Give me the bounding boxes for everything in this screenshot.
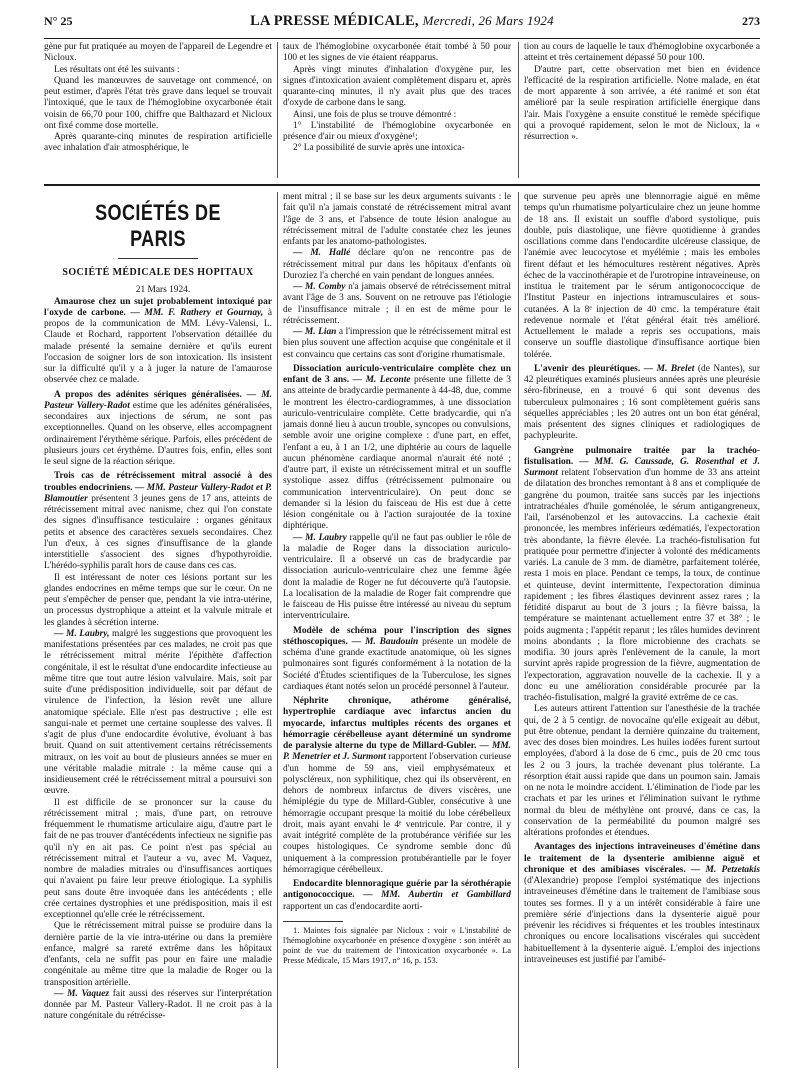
footnote: 1. Maintes fois signalée par Nicloux : voir « L'instabilité de l'hémoglobine oxycarbonée en présence d'oxygène : son intérêt au point de vue du traitement de l'intoxication oxycarbonée ». La Presse Médicale, 15 Mars 1917, n° 16, p. 153. (283, 925, 511, 965)
section-rule (44, 184, 760, 186)
paragraph: Après vingt minutes d'inhalation d'oxygène pur, les signes d'intoxication avaient complètement disparu et, après quarante-cinq minutes, il n'y avait plus que des traces d'oxyde de carbone dans le sang. (283, 64, 511, 109)
top-column-1 (44, 42, 272, 178)
page-header (44, 8, 760, 34)
communication-authors: — M. Brelet (640, 363, 695, 374)
communication-text: propose l'emploi systématique des injections intraveineuses d'émétine dans le traitement de l'amibiase sous toutes ses formes. Il y a un intérêt considérable à faire une première série d'injections dans la dysenterie aiguë pour prévenir les récidives si fréquentes et les troubles intestinaux chroniques ou encore localisations viscérales qui succèdent habituellement à la dysenterie aiguë. L'emploi des injections intraveineuses est justifié par l'amibé- (524, 876, 760, 965)
discussion-text: déclare qu'on ne rencontre pas de rétrécissement mitral pur dans les hôpitaux d'enfants où Duroziez l'a cherché en vain pendant de longues années. (283, 248, 511, 281)
discussant: — M. Hallé (293, 248, 351, 259)
top-column-2 (283, 42, 511, 178)
header-rule (44, 38, 760, 39)
communication-authors: — MM. F. Rathery et Gournay, (125, 307, 264, 318)
communication-paragraph (44, 390, 272, 469)
discussion-paragraph (44, 989, 272, 1023)
communication-title: Dissociation auriculo-ventriculaire complète chez un enfant de 3 ans. (283, 363, 511, 385)
communication-paragraph (524, 364, 760, 443)
discussant: — M. Vaquez (54, 988, 110, 999)
communication-text: présentent 3 jeunes gens de 17 ans, atteints de rétrécissement mitral avec nanisme, chez qui l'on constate des signes d'insuffisance testiculaire : organes génitaux petits et absence des caractères sexuels secondaires. Chez l'un d'eux, à ces signes d'insuffisance de la glande interstitielle s'associent des signes d'hypothyroïdie. L'hérédo-syphilis paraît hors de cause dans ces cas. (44, 493, 272, 572)
main-column-2 (283, 192, 511, 1068)
paragraph: Les résultats ont été les suivants : (54, 64, 180, 75)
discussion-paragraph (283, 327, 511, 361)
paragraph: Que le rétrécissement mitral puisse se produire dans la dernière partie de la vie intra-utérine ou dans la première enfance, malgré sa rareté extrême dans les hôpitaux d'enfants, cela ne suffit pas pour en faire une maladie congénitale au même titre que la maladie de Roger ou la transposition artérielle. (44, 921, 272, 988)
communication-title: L'avenir des pleurétiques. (534, 363, 641, 374)
communication-paragraph (524, 446, 760, 705)
communication-authors: — M. Leconte (349, 375, 411, 385)
discussion-paragraph (283, 248, 511, 282)
communication-title: Modèle de schéma pour l'inscription des signes stéthoscopiques. (283, 625, 511, 647)
paragraph: D'autre part, cette observation met bien en évidence l'efficacité de la respiration artificielle. Notre malade, en état de mort apparente à son arrivée, a été ranimé et son état amélioré par la seule respiration artificielle énergique dans l'air. Mais l'oxygène a ensuite constitué le remède spécifique qui a provoqué rapidement, selon le mot de Nicloux, la « résurrection ». (524, 64, 760, 142)
paragraph: ment mitral ; il se base sur les deux arguments suivants : le fait qu'il n'a jamais constaté de rétrécissement mitral avant l'âge de 3 ans, et l'absence de toute lésion analogue au rétrécissement mitral de l'adulte constatée chez les jeunes enfants par les anatomo-pathologistes. (283, 192, 511, 247)
communication-text: présente un modèle de schéma d'une grande exactitude anatomique, où les signes pulmonaires sont figurés conformément à la notation de la Société d'Études scientifiques de la Tuberculose, les signes cardiaques étant notés selon un procédé personnel à l'auteur. (283, 636, 511, 692)
issue-number: N° 25 (44, 14, 73, 28)
paragraph: Quand les manœuvres de sauvetage ont commencé, on peut estimer, d'après l'état très grave dans lequel se trouvait l'intoxiqué, que le taux de l'hémoglobine oxycarbonée était voisin de 66,70 pour 100, chiffre que Balthazard et Nicloux ont fixé comme dose mortelle. (44, 75, 272, 131)
communication-title: A propos des adénites sériques généralisées. (54, 389, 242, 400)
footnote-rule (283, 921, 343, 922)
discussion-text: n'a jamais observé de rétrécissement mitral avant l'âge de 3 ans. Souvent on ne retrouve pas l'étiologie de l'insuffisance mitrale ; il en est de même pour le rétrécissement. (283, 282, 511, 326)
paragraph: 1° L'instabilité de l'hémoglobine oxycarbonée en présence d'air ou mieux d'oxygène¹; (283, 120, 511, 142)
paragraph: tion au cours de laquelle le taux d'hémoglobine oxycarbonée a atteint et très certainement dépassé 50 pour 100. (524, 42, 760, 64)
paragraph: Après quarante-cinq minutes de respiration artificielle avec inhalation d'air atmosphérique, le (44, 132, 272, 154)
paragraph: gène pur fut pratiquée au moyen de l'appareil de Legendre et Nicloux. (44, 42, 272, 64)
journal-title (44, 13, 760, 30)
communication-paragraph (283, 626, 511, 694)
discussion-paragraph (44, 629, 272, 798)
paragraph: Il est intéressant de noter ces lésions portant sur les glandes endocrines en même temps que sur le cœur. On ne peut s'empêcher de penser que, pendant la vie intra-utérine, un processus dystrophique a atteint et la valvule mitrale et les glandes à sécrétion interne. (44, 572, 272, 628)
communication-paragraph (524, 842, 760, 966)
communication-paragraph (283, 364, 511, 533)
communication-place: (de Nantes), (694, 363, 745, 374)
communication-authors: — MM. Pasteur Vallery-Radot et P. Blamoutier (44, 482, 272, 504)
discussion-text: rappelle qu'il ne faut pas oublier le rôle de la maladie de Roger dans la dissociation auriculo-ventriculaire. Il a observé un cas de bradycardie par dissociation auriculo-ventriculaire chez une femme âgée dont la maladie de Roger ne fut découverte qu'à l'autopsie. La localisation de la maladie de Roger fait comprendre que le faisceau de His puisse être intéressé au niveau du septum interventriculaire. (283, 532, 511, 622)
communication-text: présente une fillette de 3 ans atteinte de bradycardie permanente à 44-48, due, comme le montrent les électro-cardiogrammes, à une dissociation auriculo-ventriculaire complète. Cette bradycardie, qui n'a jamais donné lieu à aucun trouble, syncopes ou convulsions, semble avoir une origine complexe : d'une part, en effet, l'enfant a eu, à 1 an 1/2, une diphtérie au cours de laquelle aucun phénomène cardiaque anormal n'aurait été noté ; d'autre part, il existe un rétrécissement mitral et un souffle systolique assez diffus (rétrécissement pulmonaire ou communication interventriculaire). On peut donc se demander si la lésion du faisceau de His est due à cette lésion congénitale ou à l'action surajoutée de la toxine diphtérique. (283, 375, 511, 532)
journal-name: LA PRESSE MÉDICALE, (250, 13, 419, 29)
communication-text: relatent l'observation d'un homme de 33 ans atteint de dilatation des bronches remontant à 8 ans et compliquée de gangrène du poumon, traitée sans succès par les injections intratrachéales d'huile goménolée, le sérum antigangreneux, l'ail, l'arsénobenzol et les autovaccins. La cachexie était prononcée, les membres inférieurs œdématiés, l'expectoration très abondante, la fièvre élevée. La trachéo-fistulisation fut pratiquée pour permettre d'injecter à volonté des médicaments variés. La canule de 3 mm. de diamètre, parfaitement tolérée, resta 1 mois en place. Pendant ce temps, la toux, de continue et quinteuse, devint intermittente, l'expectoration diminua rapidement ; les fibres élastiques devinrent assez rares ; la fétidité disparut au bout de 3 jours ; la fièvre baissa, la température se maintenant actuellement entre 37 et 38° ; le poids augmenta ; l'appétit reparut ; les râles humides devinrent moins abondants ; la flore microbienne des crachats se modifia. 30 jours après l'enlèvement de la canule, la mort survint après rapide progression de la fièvre, augmentation de l'expectoration, aggravation nouvelle de la cachexie. Il y a donc eu une amélioration considérable procurée par la trachéo-fistulisation, malgré la gravité extrême de ce cas. (524, 468, 760, 703)
communication-title: Trois cas de rétrécissement mitral associé à des troubles endocriniens. (44, 471, 272, 493)
discussant: — M. Laubry, (54, 628, 110, 639)
main-column-1 (44, 192, 272, 1068)
communication-title: Avantages des injections intraveineuses d'émétine dans le traitement de la dysenterie amibienne aiguë et chronique et des amibiases viscérales. (524, 842, 760, 875)
communication-title: Endocardite blennoragique guérie par la sérothérapie antigonococcique. (283, 879, 511, 901)
top-column-3 (524, 42, 760, 178)
communication-place: (d'Alexandrie) (524, 876, 579, 886)
column-divider (277, 192, 278, 1068)
main-column-3 (524, 192, 760, 1068)
communication-paragraph (283, 696, 511, 876)
communication-text: sur 42 pleurétiques examinés plusieurs années après une pleurésie séro-fibrineuse, en a trouvé 6 qui sont devenus des tuberculeux pulmonaires ; 16 sont complètement guéris sans séquelles appréciables ; les 20 autres ont un bon état général, mais présentent des signes cliniques et radiologiques de pachypleurite. (524, 363, 760, 442)
communication-text: estime que les adénites généralisées, secondaires aux injections de sérum, ne sont pas exceptionnelles. Quand on les observe, elles accompagnent ordinairement l'érythème sérique. Parfois, elles précèdent de plusieurs jours cet érythème. D'autres fois, enfin, elles sont le seul signe de la réaction sérique. (44, 400, 272, 467)
communication-title: Amaurose chez un sujet probablement intoxiqué par l'oxyde de carbone. (44, 296, 272, 318)
discussant: — M. Comby (293, 282, 346, 292)
communication-title: Néphrite chronique, athérome généralisé, hypertrophie cardiaque avec infarctus ancien du myocarde, infarctus multiples récents des organes et hémorragie cérébelleuse ayant déterminé un syndrome de paralysie alterne du type de Millard-Gubler. (283, 696, 511, 751)
title-separator (118, 258, 198, 259)
communication-text: à propos de la communication de MM. Lévy-Valensi, L. Claude et Rochard, rapportent l'observation détaillée du malade présenté la semaine dernière et qu'ils eurent l'occasion de soigner lors de son intoxication. Ils insistent sur la difficulté qu'il y a à juger la nature de l'amaurose observée chez ce malade. (44, 307, 272, 386)
discussion-text: a l'impression que le rétrécissement mitral est bien plus souvent une affection acquise que congénitale et il est convaincu que certains cas sont d'origine rhumatismale. (283, 327, 511, 360)
discussion-text: fait aussi des réserves sur l'interprétation donnée par M. Pasteur Vallery-Radot. Il ne croit pas à la nature congénitale du rétrécisse- (44, 988, 272, 1022)
discussion-paragraph (283, 282, 511, 327)
paragraph: 2° La possibilité de survie après une intoxica- (293, 143, 465, 154)
society-title: SOCIÉTÉ MÉDICALE DES HOPITAUX (62, 267, 254, 278)
communication-title: Gangrène pulmonaire traitée par la trachéo-fistulisation. (524, 445, 760, 467)
communication-authors: — M. Petzetakis (685, 864, 760, 875)
communication-paragraph (44, 471, 272, 572)
communication-text: rapportent un cas d'endocardite aorti- (283, 901, 423, 912)
section-title: SOCIÉTÉS DE PARIS (95, 200, 221, 251)
paragraph: que survenue peu après une blennorragie aiguë en même temps qu'un rhumatisme polyarticulaire chez un jeune homme de 18 ans. Il existait un souffle d'abord systolique, puis double, puis diastolique, une fièvre quotidienne à grandes oscillations comme dans l'endocardite ulcéreuse classique, de l'anémie avec leucocytose et myélémie ; mais les emboles firent défaut et les hémocultures restèrent négatives. Après échec de la vaccinothérapie et de l'urotropine intraveineuse, on institua le traitement par le sérum antigonococcique de l'Institut Pasteur en injections intramusculaires et sous-cutanées. A la 8ᵉ injection de 40 cmc. la température était redevenue normale et l'état général était très amélioré. Actuellement le malade a repris ses occupations, mais conserve un souffle diastolique d'insuffisance aortique bien tolérée. (524, 192, 760, 360)
communication-authors: — MM. Aubertin et Gambillard (354, 890, 511, 901)
issue-date: Mercredi, 26 Mars 1924 (422, 13, 554, 28)
paragraph: Il est difficile de se prononcer sur la cause du rétrécissement mitral ; mais, d'une part, on retrouve fréquemment le rhumatisme articulaire aigu, d'autre part le fait de ne pas trouver d'antécédents infectieux ne signifie pas qu'il n'y en ait pas. Ce point n'est pas spécial au rétrécissement mitral et l'auteur a vu, avec M. Vaquez, nombre de maladies mitrales ou d'insuffisances aortiques qui n'avaient pu faire leur preuve étiologique. La syphilis peut sans doute être invoquée dans les antécédents ; elle crée certaines dystrophies et une prédisposition, mais il est exceptionnel qu'elle crée le rétrécissement. (44, 797, 272, 920)
session-date: 21 Mars 1924. (135, 285, 191, 296)
page-number: 273 (742, 14, 760, 28)
communication-paragraph (283, 879, 511, 913)
column-divider (518, 192, 519, 1068)
paragraph: taux de l'hémoglobine oxycarbonée était tombé à 50 pour 100 et les signes de vie étaient réapparus. (283, 42, 511, 64)
communication-authors: — MM. G. Caussade, G. Rosenthal et J. Surmont (524, 456, 760, 478)
paragraph: Ainsi, une fois de plus se trouve démontré : (293, 109, 457, 120)
discussant: — M. Laubry (293, 532, 347, 543)
column-divider (518, 42, 519, 178)
communication-text: rapportent l'observation curieuse d'un homme de 59 ans, vieil emphysémateux et polyscléreux, non syphilitique, chez qui ils observèrent, en dehors de nombreux infarctus de divers viscères, une hémiplégie du type de Millard-Gubler, consécutive à une hémorragie occupant presque la moitié du lobe cérébelleux droit, mais ayant envahi le 4ᵉ ventricule. Par contre, il y avait intégrité complète de la protubérance vérifiée sur les coupes histologiques. Ce syndrome semble donc dû uniquement à la compression protubérantielle par le foyer hémorragique cérébelleux. (283, 752, 511, 875)
communication-paragraph (44, 297, 272, 387)
discussion-paragraph (283, 533, 511, 623)
discussion-text: malgré les suggestions que provoquent les manifestations présentées par ces malades, ne croit pas que le rétrécissement mitral mérite l'épithète d'affection congénitale, il est le résultat d'une endocardite infectieuse au même titre que tout autre lésion valvulaire. Mais, soit par suite d'une prédisposition individuelle, soit par défaut de virulence de l'infection, la lésion revêt une allure anatomique spéciale. Elle n'est pas destructive ; elle est sangui-nale et permet une certaine souplesse des valves. Il s'agit de plus d'une endocardite évolutive, évoluant à bas bruit. Quand on suit attentivement certains rétrécissements mitraux, on les voit au bout de plusieurs années se muer en une véritable maladie mitrale : la même cause qui a insidieusement créé le rétrécissement mitral a poursuivi son œuvre. (44, 628, 272, 797)
paragraph: Les auteurs attirent l'attention sur l'anesthésie de la trachée qui, de 2 à 5 centigr. de novocaïne qu'elle exigeait au début, put être obtenue, pendant la dernière quinzaine du traitement, avec des doses bien moindres. Les huiles iodées furent surtout employées, d'abord à la dose de 6 cmc., puis de 20 cmc tous les 2 ou 3 jours, la trachée devenant plus tolérante. La résorption était aussi rapide que dans un poumon sain. Jamais on ne nota le moindre accident. L'élimination de l'iode par les crachats et par les urines et l'élimination suivant le rythme normal du bleu de méthylène ont prouvé, dans ce cas, la conservation de la perméabilité du poumon malgré ses altérations profondes et étendues. (524, 704, 760, 838)
discussant: — M. Lian (293, 327, 337, 337)
communication-authors: — M. Baudouin (347, 636, 419, 647)
communication-authors: — M. Pasteur Vallery-Radot (44, 389, 272, 411)
column-divider (277, 42, 278, 178)
communication-authors: — MM. P. Menetrier et J. Surmont (283, 741, 511, 763)
